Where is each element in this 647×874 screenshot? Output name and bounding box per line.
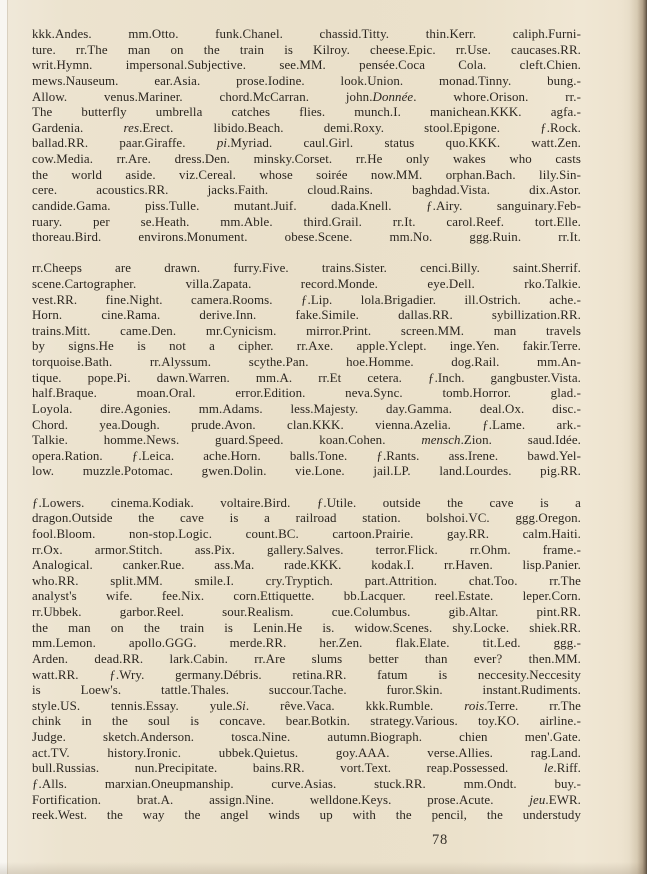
page-bottom-shade bbox=[0, 862, 647, 874]
text-line: fool.Bloom. non-stop.Logic. count.BC. cartoon.Prairie. gay.RR. calm.Haiti. bbox=[32, 526, 581, 541]
text-line: candide.Gama. piss.Tulle. mutant.Juif. dada.Knell. ƒ.Airy. sanguinary.Feb- bbox=[32, 198, 581, 213]
text-line: scene.Cartographer. villa.Zapata. record.Monde. eye.Dell. rko.Talkie. bbox=[32, 276, 581, 291]
text-line: ƒ.Alls. marxian.Oneupmanship. curve.Asias. stuck.RR. mm.Ondt. buy.- bbox=[32, 776, 581, 791]
text-line: watt.RR. ƒ.Wry. germany.Débris. retina.RR. fatum is neccesity.Neccesity bbox=[32, 667, 581, 682]
text-line: chink in the soul is concave. bear.Botkin. strategy.Various. toy.KO. airline.- bbox=[32, 714, 581, 729]
text-line: ture. rr.The man on the train is Kilroy. cheese.Epic. rr.Use. caucases.RR. bbox=[32, 42, 581, 57]
text-line: torquoise.Bath. rr.Alyssum. scythe.Pan. hoe.Homme. dog.Rail. mm.An- bbox=[32, 355, 581, 370]
text-line: Arden. dead.RR. lark.Cabin. rr.Are slums better than ever? then.MM. bbox=[32, 651, 581, 666]
text-line: Chord. yea.Dough. prude.Avon. clan.KKK. vienna.Azelia. ƒ.Lame. ark.- bbox=[32, 417, 581, 432]
text-line: dragon.Outside the cave is a railroad station. bolshoi.VC. ggg.Oregon. bbox=[32, 511, 581, 526]
text-line: cow.Media. rr.Are. dress.Den. minsky.Corset. rr.He only wakes who casts bbox=[32, 152, 581, 166]
text-line: mm.Lemon. apollo.GGG. merde.RR. her.Zen. flak.Elate. tit.Led. ggg.- bbox=[32, 636, 581, 651]
text-line: Judge. sketch.Anderson. tosca.Nine. autumn.Biograph. chien men'.Gate. bbox=[32, 730, 581, 745]
text-line: act.TV. history.Ironic. ubbek.Quietus. goy.AAA. verse.Allies. rag.Land. bbox=[32, 745, 581, 760]
text-line: half.Braque. moan.Oral. error.Edition. neva.Sync. tomb.Horror. glad.- bbox=[32, 386, 581, 401]
text-line: Fortification. brat.A. assign.Nine. welldone.Keys. prose.Acute. jeu.EWR. bbox=[32, 792, 581, 807]
text-line: cere. acoustics.RR. jacks.Faith. cloud.Rains. baghdad.Vista. dix.Astor. bbox=[32, 183, 581, 198]
text-line: Horn. cine.Rama. derive.Inn. fake.Simile. dallas.RR. sybillization.RR. bbox=[32, 308, 581, 323]
page-left-edge bbox=[0, 0, 8, 874]
text-line: The butterfly umbrella catches flies. munch.I. manichean.KKK. agfa.- bbox=[32, 105, 581, 120]
text-line: reek.West. the way the angel winds up with the pencil, the understudy bbox=[32, 808, 581, 823]
text-line: kkk.Andes. mm.Otto. funk.Chanel. chassid.Titty. thin.Kerr. caliph.Furni- bbox=[32, 27, 581, 41]
text-line: rr.Ubbek. garbor.Reel. sour.Realism. cue.Columbus. gib.Altar. pint.RR. bbox=[32, 605, 581, 620]
text-line: Allow. venus.Mariner. chord.McCarran. john.Donnée. whore.Orison. rr.- bbox=[32, 89, 581, 104]
text-line: trains.Mitt. came.Den. mr.Cynicism. mirror.Print. screen.MM. man travels bbox=[32, 323, 581, 338]
text-line: tique. pope.Pi. dawn.Warren. mm.A. rr.Et cetera. ƒ.Inch. gangbuster.Vista. bbox=[32, 370, 581, 385]
text-block bbox=[32, 27, 581, 824]
text-line: ballad.RR. paar.Giraffe. pi.Myriad. caul.Girl. status quo.KKK. watt.Zen. bbox=[32, 136, 582, 151]
text-line: low. muzzle.Potomac. gwen.Dolin. vie.Lone. jail.LP. land.Lourdes. pig.RR. bbox=[32, 464, 581, 479]
text-line: Talkie. homme.News. guard.Speed. koan.Cohen. mensch.Zion. saud.Idée. bbox=[32, 433, 581, 448]
text-line: Loyola. dire.Agonies. mm.Adams. less.Majesty. day.Gamma. deal.Ox. disc.- bbox=[32, 401, 581, 416]
text-line: who.RR. split.MM. smile.I. cry.Tryptich. part.Attrition. chat.Too. rr.The bbox=[32, 573, 581, 588]
text-line: analyst's wife. fee.Nix. corn.Ettiquette. bb.Lacquer. reel.Estate. leper.Corn. bbox=[32, 589, 581, 604]
text-line: is Loew's. tattle.Thales. succour.Tache. furor.Skin. instant.Rudiments. bbox=[32, 683, 581, 698]
text-line: writ.Hymn. impersonal.Subjective. see.MM. pensée.Coca Cola. cleft.Chien. bbox=[32, 58, 581, 73]
text-line: Analogical. canker.Rue. ass.Ma. rade.KKK. kodak.I. rr.Haven. lisp.Panier. bbox=[32, 558, 581, 573]
page-number: 78 bbox=[431, 832, 449, 848]
text-line: ƒ.Lowers. cinema.Kodiak. voltaire.Bird. ƒ.Utile. outside the cave is a bbox=[32, 495, 581, 510]
text-line: opera.Ration. ƒ.Leica. ache.Horn. balls.Tone. ƒ.Rants. ass.Irene. bawd.Yel- bbox=[32, 448, 581, 463]
text-line: by signs.He is not a cipher. rr.Axe. apple.Yclept. inge.Yen. fakir.Terre. bbox=[32, 339, 581, 354]
text-line: rr.Ox. armor.Stitch. ass.Pix. gallery.Salves. terror.Flick. rr.Ohm. frame.- bbox=[32, 542, 581, 557]
text-line: mews.Nauseum. ear.Asia. prose.Iodine. look.Union. monad.Tinny. bung.- bbox=[32, 73, 581, 88]
text-line: style.US. tennis.Essay. yule.Si. rêve.Vaca. kkk.Rumble. rois.Terre. rr.The bbox=[32, 698, 581, 713]
text-line: the man on the train is Lenin.He is. widow.Scenes. shy.Locke. shiek.RR. bbox=[32, 620, 581, 635]
page-right-edge bbox=[629, 0, 647, 874]
text-line: ruary. per se.Heath. mm.Able. third.Grail. rr.It. carol.Reef. tort.Elle. bbox=[32, 214, 581, 229]
text-line: rr.Cheeps are drawn. furry.Five. trains.Sister. cenci.Billy. saint.Sherrif. bbox=[32, 261, 581, 276]
text-line: bull.Russias. nun.Precipitate. bains.RR. vort.Text. reap.Possessed. le.Riff. bbox=[32, 761, 581, 776]
paragraph bbox=[32, 496, 581, 824]
paragraph bbox=[32, 261, 581, 480]
text-line: thoreau.Bird. environs.Monument. obese.Scene. mm.No. ggg.Ruin. rr.It. bbox=[32, 230, 581, 245]
paragraph bbox=[32, 27, 581, 246]
text-line: vest.RR. fine.Night. camera.Rooms. ƒ.Lip. lola.Brigadier. ill.Ostrich. ache.- bbox=[32, 292, 581, 307]
text-line: the world aside. viz.Cereal. whose soirée now.MM. orphan.Bach. lily.Sin- bbox=[32, 167, 581, 182]
text-line: Gardenia. res.Erect. libido.Beach. demi.Roxy. stool.Epigone. ƒ.Rock. bbox=[32, 120, 581, 135]
